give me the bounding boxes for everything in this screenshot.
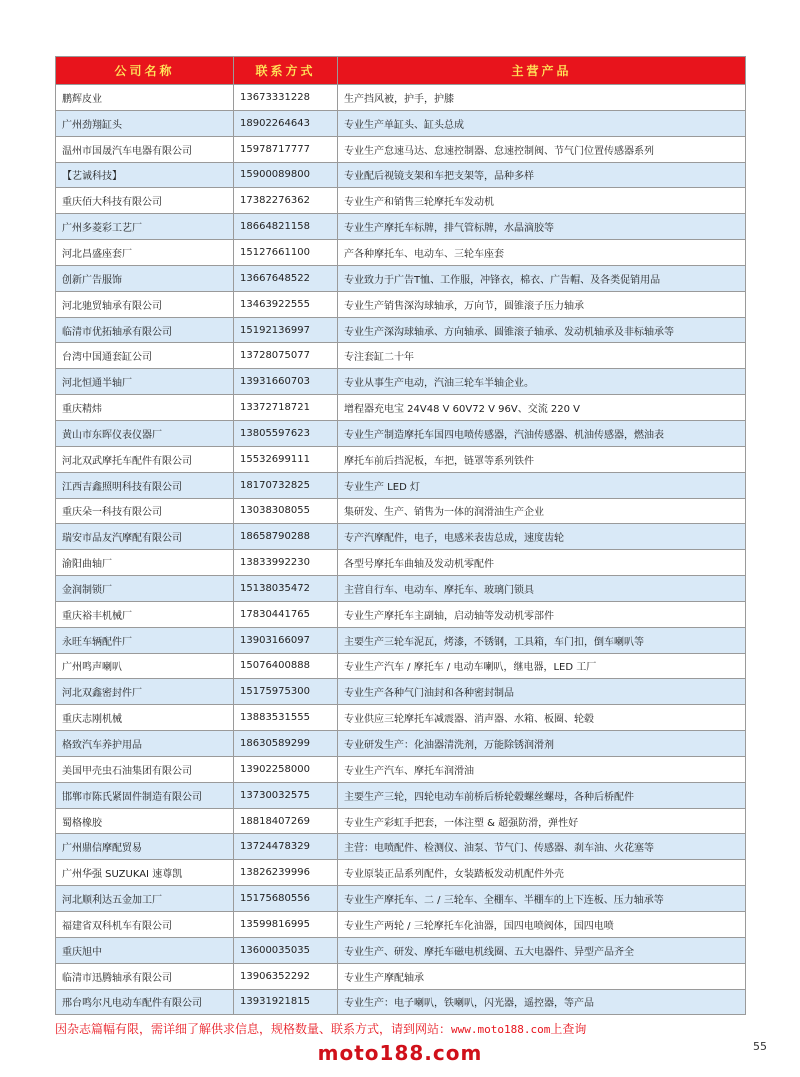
cell-contact: 13931921815 <box>234 989 338 1015</box>
cell-company-name: 河北顺利达五金加工厂 <box>56 886 234 912</box>
table-row <box>56 343 746 369</box>
table-row <box>56 834 746 860</box>
cell-main-products: 专业配后视镜支架和车把支架等，品种多样 <box>338 162 746 188</box>
cell-company-name: 重庆精炜 <box>56 395 234 421</box>
cell-company-name: 重庆旭中 <box>56 937 234 963</box>
cell-main-products: 主要生产三轮车泥瓦，烤漆，不锈钢，工具箱，车门扣，倒车喇叭等 <box>338 627 746 653</box>
cell-company-name: 重庆裕丰机械厂 <box>56 601 234 627</box>
cell-company-name: 台湾中国通套缸公司 <box>56 343 234 369</box>
cell-main-products: 集研发、生产、销售为一体的润滑油生产企业 <box>338 498 746 524</box>
cell-company-name: 临清市迅腾轴承有限公司 <box>56 963 234 989</box>
table-row <box>56 989 746 1015</box>
cell-main-products: 专业生产两轮 / 三轮摩托车化油器，国四电喷阀体，国四电喷 <box>338 912 746 938</box>
cell-contact: 15175680556 <box>234 886 338 912</box>
cell-main-products: 专业生产销售深沟球轴承，万向节，圆锥滚子压力轴承 <box>338 291 746 317</box>
cell-contact: 13038308055 <box>234 498 338 524</box>
cell-company-name: 临清市优拓轴承有限公司 <box>56 317 234 343</box>
cell-company-name: 黄山市东晖仪表仪器厂 <box>56 420 234 446</box>
cell-contact: 13805597623 <box>234 420 338 446</box>
cell-main-products: 专业研发生产：化油器清洗剂，万能除锈润滑剂 <box>338 731 746 757</box>
table-row <box>56 472 746 498</box>
cell-contact: 13673331228 <box>234 85 338 111</box>
cell-company-name: 【艺诚科技】 <box>56 162 234 188</box>
table-row <box>56 705 746 731</box>
cell-contact: 18818407269 <box>234 808 338 834</box>
cell-main-products: 专注套缸二十年 <box>338 343 746 369</box>
cell-company-name: 广州劲翔缸头 <box>56 110 234 136</box>
cell-company-name: 河北昌盛座套厂 <box>56 240 234 266</box>
cell-main-products: 专业从事生产电动，汽油三轮车半轴企业。 <box>338 369 746 395</box>
cell-main-products: 生产挡风被，护手，护膝 <box>338 85 746 111</box>
cell-contact: 13667648522 <box>234 265 338 291</box>
cell-main-products: 专业生产单缸头、缸头总成 <box>338 110 746 136</box>
table-row <box>56 446 746 472</box>
cell-contact: 15076400888 <box>234 653 338 679</box>
cell-main-products: 专业原装正品系列配件，女装踏板发动机配件外壳 <box>338 860 746 886</box>
cell-contact: 13906352292 <box>234 963 338 989</box>
table-row <box>56 550 746 576</box>
cell-company-name: 金润制锁厂 <box>56 576 234 602</box>
cell-main-products: 增程器充电宝 24V48 V 60V72 V 96V、交流 220 V <box>338 395 746 421</box>
table-row <box>56 782 746 808</box>
table-row <box>56 498 746 524</box>
cell-company-name: 蜀格橡胶 <box>56 808 234 834</box>
cell-main-products: 专业供应三轮摩托车减震器、消声器、水箱、板圈、轮毂 <box>338 705 746 731</box>
table-row <box>56 912 746 938</box>
cell-contact: 15138035472 <box>234 576 338 602</box>
table-row <box>56 369 746 395</box>
cell-contact: 13903166097 <box>234 627 338 653</box>
brand-logo-text: moto188.com <box>317 1041 483 1065</box>
table-row <box>56 85 746 111</box>
cell-main-products: 专业生产摩托车标牌，排气管标牌，水晶滴胶等 <box>338 214 746 240</box>
table-row <box>56 524 746 550</box>
table-body <box>56 85 746 1015</box>
cell-contact: 13931660703 <box>234 369 338 395</box>
cell-main-products: 主营自行车、电动车、摩托车、玻璃门锁具 <box>338 576 746 602</box>
cell-contact: 13730032575 <box>234 782 338 808</box>
table-row <box>56 808 746 834</box>
cell-contact: 13599816995 <box>234 912 338 938</box>
cell-main-products: 专业生产 LED 灯 <box>338 472 746 498</box>
cell-contact: 15532699111 <box>234 446 338 472</box>
header-contact: 联系方式 <box>234 57 338 85</box>
cell-contact: 13372718721 <box>234 395 338 421</box>
cell-contact: 13902258000 <box>234 756 338 782</box>
header-main-products: 主营产品 <box>338 57 746 85</box>
table-header-row <box>56 57 746 85</box>
cell-company-name: 创新广告服饰 <box>56 265 234 291</box>
table-row <box>56 317 746 343</box>
cell-contact: 13833992230 <box>234 550 338 576</box>
cell-company-name: 广州鸣声喇叭 <box>56 653 234 679</box>
table-row <box>56 136 746 162</box>
cell-main-products: 摩托车前后挡泥板，车把，链罩等系列铁件 <box>338 446 746 472</box>
table-row <box>56 627 746 653</box>
footer-note-suffix: 上查询 <box>550 1022 587 1036</box>
cell-company-name: 瑞安市品友汽摩配有限公司 <box>56 524 234 550</box>
cell-main-products: 专业生产摩托车、二 / 三轮车、全棚车、半棚车的上下连板、压力轴承等 <box>338 886 746 912</box>
cell-company-name: 广州华强 SUZUKAI 速尊凯 <box>56 860 234 886</box>
cell-contact: 15192136997 <box>234 317 338 343</box>
cell-main-products: 产各种摩托车、电动车、三轮车座套 <box>338 240 746 266</box>
cell-contact: 13600035035 <box>234 937 338 963</box>
cell-contact: 13883531555 <box>234 705 338 731</box>
cell-contact: 18902264643 <box>234 110 338 136</box>
cell-contact: 17830441765 <box>234 601 338 627</box>
cell-main-products: 主要生产三轮，四轮电动车前桥后桥轮毂螺丝螺母，各种后桥配件 <box>338 782 746 808</box>
cell-main-products: 专业生产深沟球轴承、方向轴承、圆锥滚子轴承、发动机轴承及非标轴承等 <box>338 317 746 343</box>
table-row <box>56 265 746 291</box>
cell-main-products: 专业生产汽车、摩托车润滑油 <box>338 756 746 782</box>
table-row <box>56 731 746 757</box>
table-row <box>56 937 746 963</box>
cell-company-name: 福建省双科机车有限公司 <box>56 912 234 938</box>
table-row <box>56 860 746 886</box>
cell-contact: 13463922555 <box>234 291 338 317</box>
cell-company-name: 温州市国晟汽车电器有限公司 <box>56 136 234 162</box>
table-row <box>56 756 746 782</box>
cell-company-name: 河北双武摩托车配件有限公司 <box>56 446 234 472</box>
cell-contact: 18658790288 <box>234 524 338 550</box>
table-row <box>56 420 746 446</box>
cell-contact: 17382276362 <box>234 188 338 214</box>
cell-contact: 18664821158 <box>234 214 338 240</box>
supplier-table-container <box>55 56 745 1015</box>
page-number: 55 <box>753 1040 767 1053</box>
cell-contact: 15127661100 <box>234 240 338 266</box>
cell-main-products: 专业生产：电子喇叭，铁喇叭，闪光器，遥控器，等产品 <box>338 989 746 1015</box>
table-row <box>56 679 746 705</box>
cell-contact: 13724478329 <box>234 834 338 860</box>
cell-company-name: 永旺车辆配件厂 <box>56 627 234 653</box>
table-row <box>56 886 746 912</box>
cell-company-name: 河北驰贸轴承有限公司 <box>56 291 234 317</box>
cell-company-name: 邯郸市陈氏紧固件制造有限公司 <box>56 782 234 808</box>
cell-company-name: 邢台鸣尔凡电动车配件有限公司 <box>56 989 234 1015</box>
supplier-table <box>55 56 746 1015</box>
cell-main-products: 专业生产汽车 / 摩托车 / 电动车喇叭，继电器，LED 工厂 <box>338 653 746 679</box>
cell-company-name: 渝阳曲轴厂 <box>56 550 234 576</box>
table-row <box>56 963 746 989</box>
table-row <box>56 188 746 214</box>
cell-company-name: 重庆佰大科技有限公司 <box>56 188 234 214</box>
cell-company-name: 重庆志刚机械 <box>56 705 234 731</box>
cell-main-products: 各型号摩托车曲轴及发动机零配件 <box>338 550 746 576</box>
cell-contact: 15900089800 <box>234 162 338 188</box>
cell-main-products: 专业生产各种气门油封和各种密封制品 <box>338 679 746 705</box>
cell-main-products: 专产汽摩配件，电子，电感米表齿总成，速度齿轮 <box>338 524 746 550</box>
cell-company-name: 鹏辉皮业 <box>56 85 234 111</box>
cell-contact: 15978717777 <box>234 136 338 162</box>
cell-main-products: 专业生产摩托车主副轴，启动轴等发动机零部件 <box>338 601 746 627</box>
cell-company-name: 河北双鑫密封件厂 <box>56 679 234 705</box>
table-row <box>56 214 746 240</box>
table-row <box>56 240 746 266</box>
footer-note <box>55 1020 755 1037</box>
cell-company-name: 格致汽车养护用品 <box>56 731 234 757</box>
cell-contact: 13728075077 <box>234 343 338 369</box>
cell-company-name: 美国甲壳虫石油集团有限公司 <box>56 756 234 782</box>
footer-note-prefix: 因杂志篇幅有限，需详细了解供求信息，规格数量、联系方式，请到网站： <box>55 1022 452 1036</box>
table-row <box>56 291 746 317</box>
table-row <box>56 395 746 421</box>
cell-contact: 15175975300 <box>234 679 338 705</box>
table-row <box>56 653 746 679</box>
footer-note-url[interactable]: www.moto188.com <box>451 1023 551 1036</box>
cell-company-name: 广州鼎信摩配贸易 <box>56 834 234 860</box>
cell-company-name: 江西吉鑫照明科技有限公司 <box>56 472 234 498</box>
table-row <box>56 576 746 602</box>
cell-contact: 13826239996 <box>234 860 338 886</box>
header-company-name: 公司名称 <box>56 57 234 85</box>
cell-main-products: 主营：电喷配件、检测仪、油泵、节气门、传感器、刹车油、火花塞等 <box>338 834 746 860</box>
cell-main-products: 专业生产制造摩托车国四电喷传感器，汽油传感器、机油传感器，燃油表 <box>338 420 746 446</box>
cell-contact: 18630589299 <box>234 731 338 757</box>
cell-company-name: 河北恒通半轴厂 <box>56 369 234 395</box>
cell-main-products: 专业生产和销售三轮摩托车发动机 <box>338 188 746 214</box>
cell-company-name: 广州多菱彩工艺厂 <box>56 214 234 240</box>
cell-company-name: 重庆朵一科技有限公司 <box>56 498 234 524</box>
table-row <box>56 601 746 627</box>
table-row <box>56 110 746 136</box>
cell-main-products: 专业生产摩配轴承 <box>338 963 746 989</box>
cell-main-products: 专业生产彩虹手把套，一体注塑 & 超强防滑，弹性好 <box>338 808 746 834</box>
cell-contact: 18170732825 <box>234 472 338 498</box>
cell-main-products: 专业生产、研发、摩托车磁电机线圈、五大电器件、异型产品齐全 <box>338 937 746 963</box>
cell-main-products: 专业致力于广告T恤、工作服，冲锋衣，棉衣、广告帽、及各类促销用品 <box>338 265 746 291</box>
table-row <box>56 162 746 188</box>
cell-main-products: 专业生产怠速马达、怠速控制器、怠速控制阀、节气门位置传感器系列 <box>338 136 746 162</box>
